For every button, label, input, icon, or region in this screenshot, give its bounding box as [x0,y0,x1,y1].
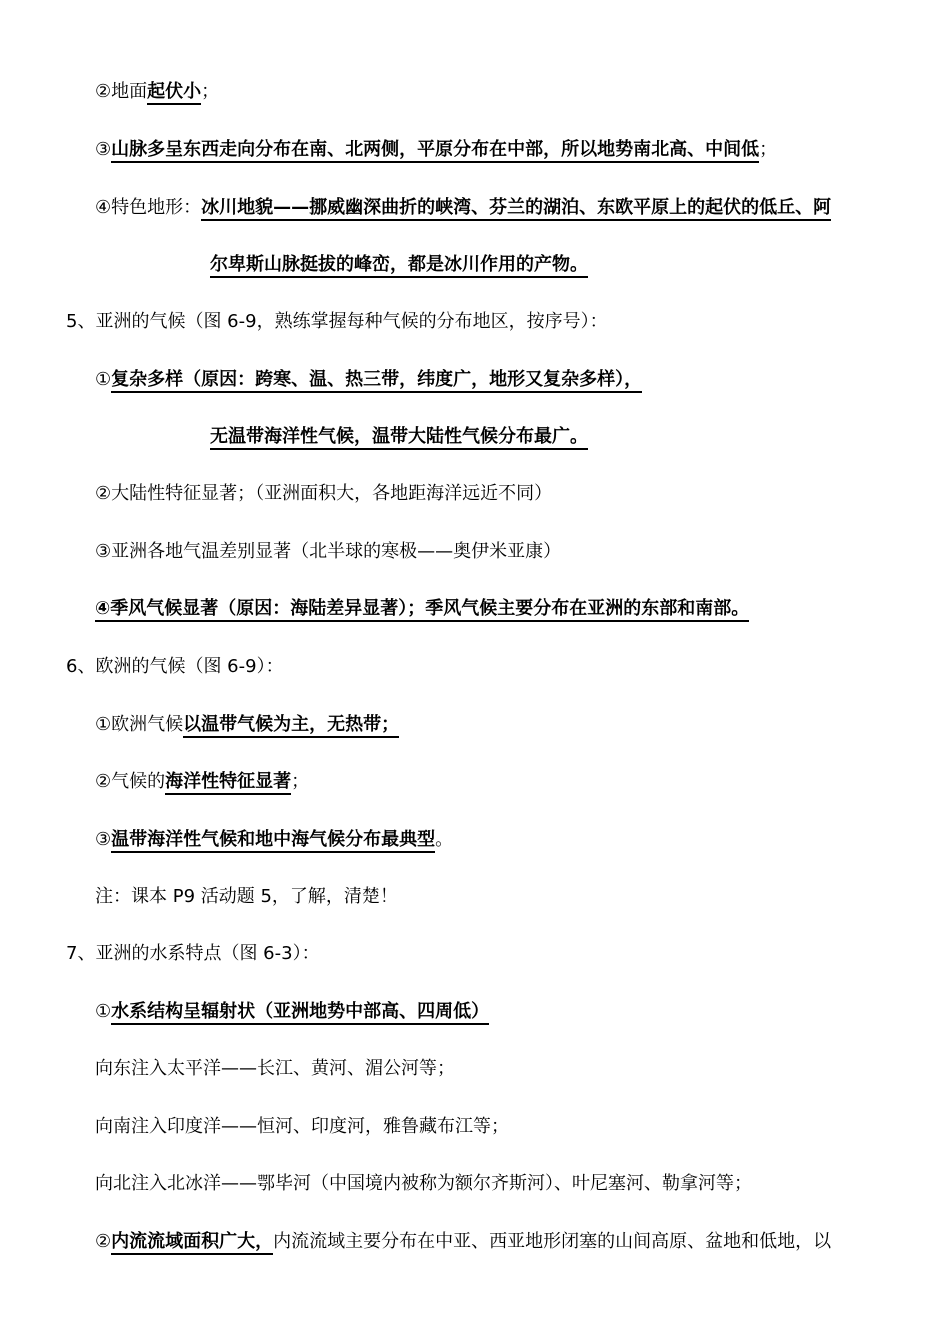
text-line [210,425,588,449]
key-point: 温带海洋性气候和地中海气候分布最典型 [111,829,435,853]
key-point: ④季风气候显著（原因：海陆差异显著）；季风气候主要分布在亚洲的东部和南部。 [95,598,749,622]
text-line: ①复杂多样（原因：跨寒、温、热三带，纬度广，地形又复杂多样）， [95,368,642,392]
text-line: ③温带海洋性气候和地中海气候分布最典型。 [95,828,453,852]
key-point: 尔卑斯山脉挺拔的峰峦，都是冰川作用的产物。 [210,254,588,278]
text-line: ④特色地形：冰川地貌——挪威幽深曲折的峡湾、芬兰的湖泊、东欧平原上的起伏的低丘、阿 [95,196,831,220]
note-line: 注：课本 P9 活动题 5，了解，清楚！ [95,886,398,907]
section-heading: 7、亚洲的水系特点（图 6-3）： [66,943,320,964]
key-point: 复杂多样（原因：跨寒、温、热三带，纬度广，地形又复杂多样）， [111,369,642,393]
section-heading: 6、欧洲的气候（图 6-9）： [66,656,284,677]
text-line: ②大陆性特征显著；（亚洲面积大，各地距海洋远近不同） [95,483,553,504]
text-line: 向南注入印度洋——恒河、印度河，雅鲁藏布江等； [95,1116,509,1137]
text-line: ③山脉多呈东西走向分布在南、北两侧，平原分布在中部，所以地势南北高、中间低； [95,138,777,162]
text-line: ②内流流域面积广大，内流流域主要分布在中亚、西亚地形闭塞的山间高原、盆地和低地，以 [95,1230,831,1254]
text-line [95,597,749,621]
key-point: 以温带气候为主，无热带； [183,714,399,738]
key-point: 无温带海洋性气候，温带大陆性气候分布最广。 [210,426,588,450]
text-line: ②地面起伏小； [95,80,219,104]
text-line: ①欧洲气候以温带气候为主，无热带； [95,713,399,737]
key-point: 起伏小 [147,81,201,105]
key-point: 冰川地貌——挪威幽深曲折的峡湾、芬兰的湖泊、东欧平原上的起伏的低丘、阿 [201,197,831,221]
text-line: ②气候的海洋性特征显著； [95,770,309,794]
text-line: ③亚洲各地气温差别显著（北半球的寒极——奥伊米亚康） [95,541,562,562]
text-line: 向北注入北冰洋——鄂毕河（中国境内被称为额尔齐斯河）、叶尼塞河、勒拿河等； [95,1173,752,1194]
key-point: 山脉多呈东西走向分布在南、北两侧，平原分布在中部，所以地势南北高、中间低 [111,139,759,163]
text-line [210,253,588,277]
text-line: 向东注入太平洋——长江、黄河、湄公河等； [95,1058,455,1079]
key-point: 水系结构呈辐射状（亚洲地势中部高、四周低） [111,1001,489,1025]
text-line: ①水系结构呈辐射状（亚洲地势中部高、四周低） [95,1000,489,1024]
section-heading: 5、亚洲的气候（图 6-9，熟练掌握每种气候的分布地区，按序号）： [66,311,608,332]
key-point: 海洋性特征显著 [165,771,291,795]
key-point: 内流流域面积广大， [111,1231,273,1255]
